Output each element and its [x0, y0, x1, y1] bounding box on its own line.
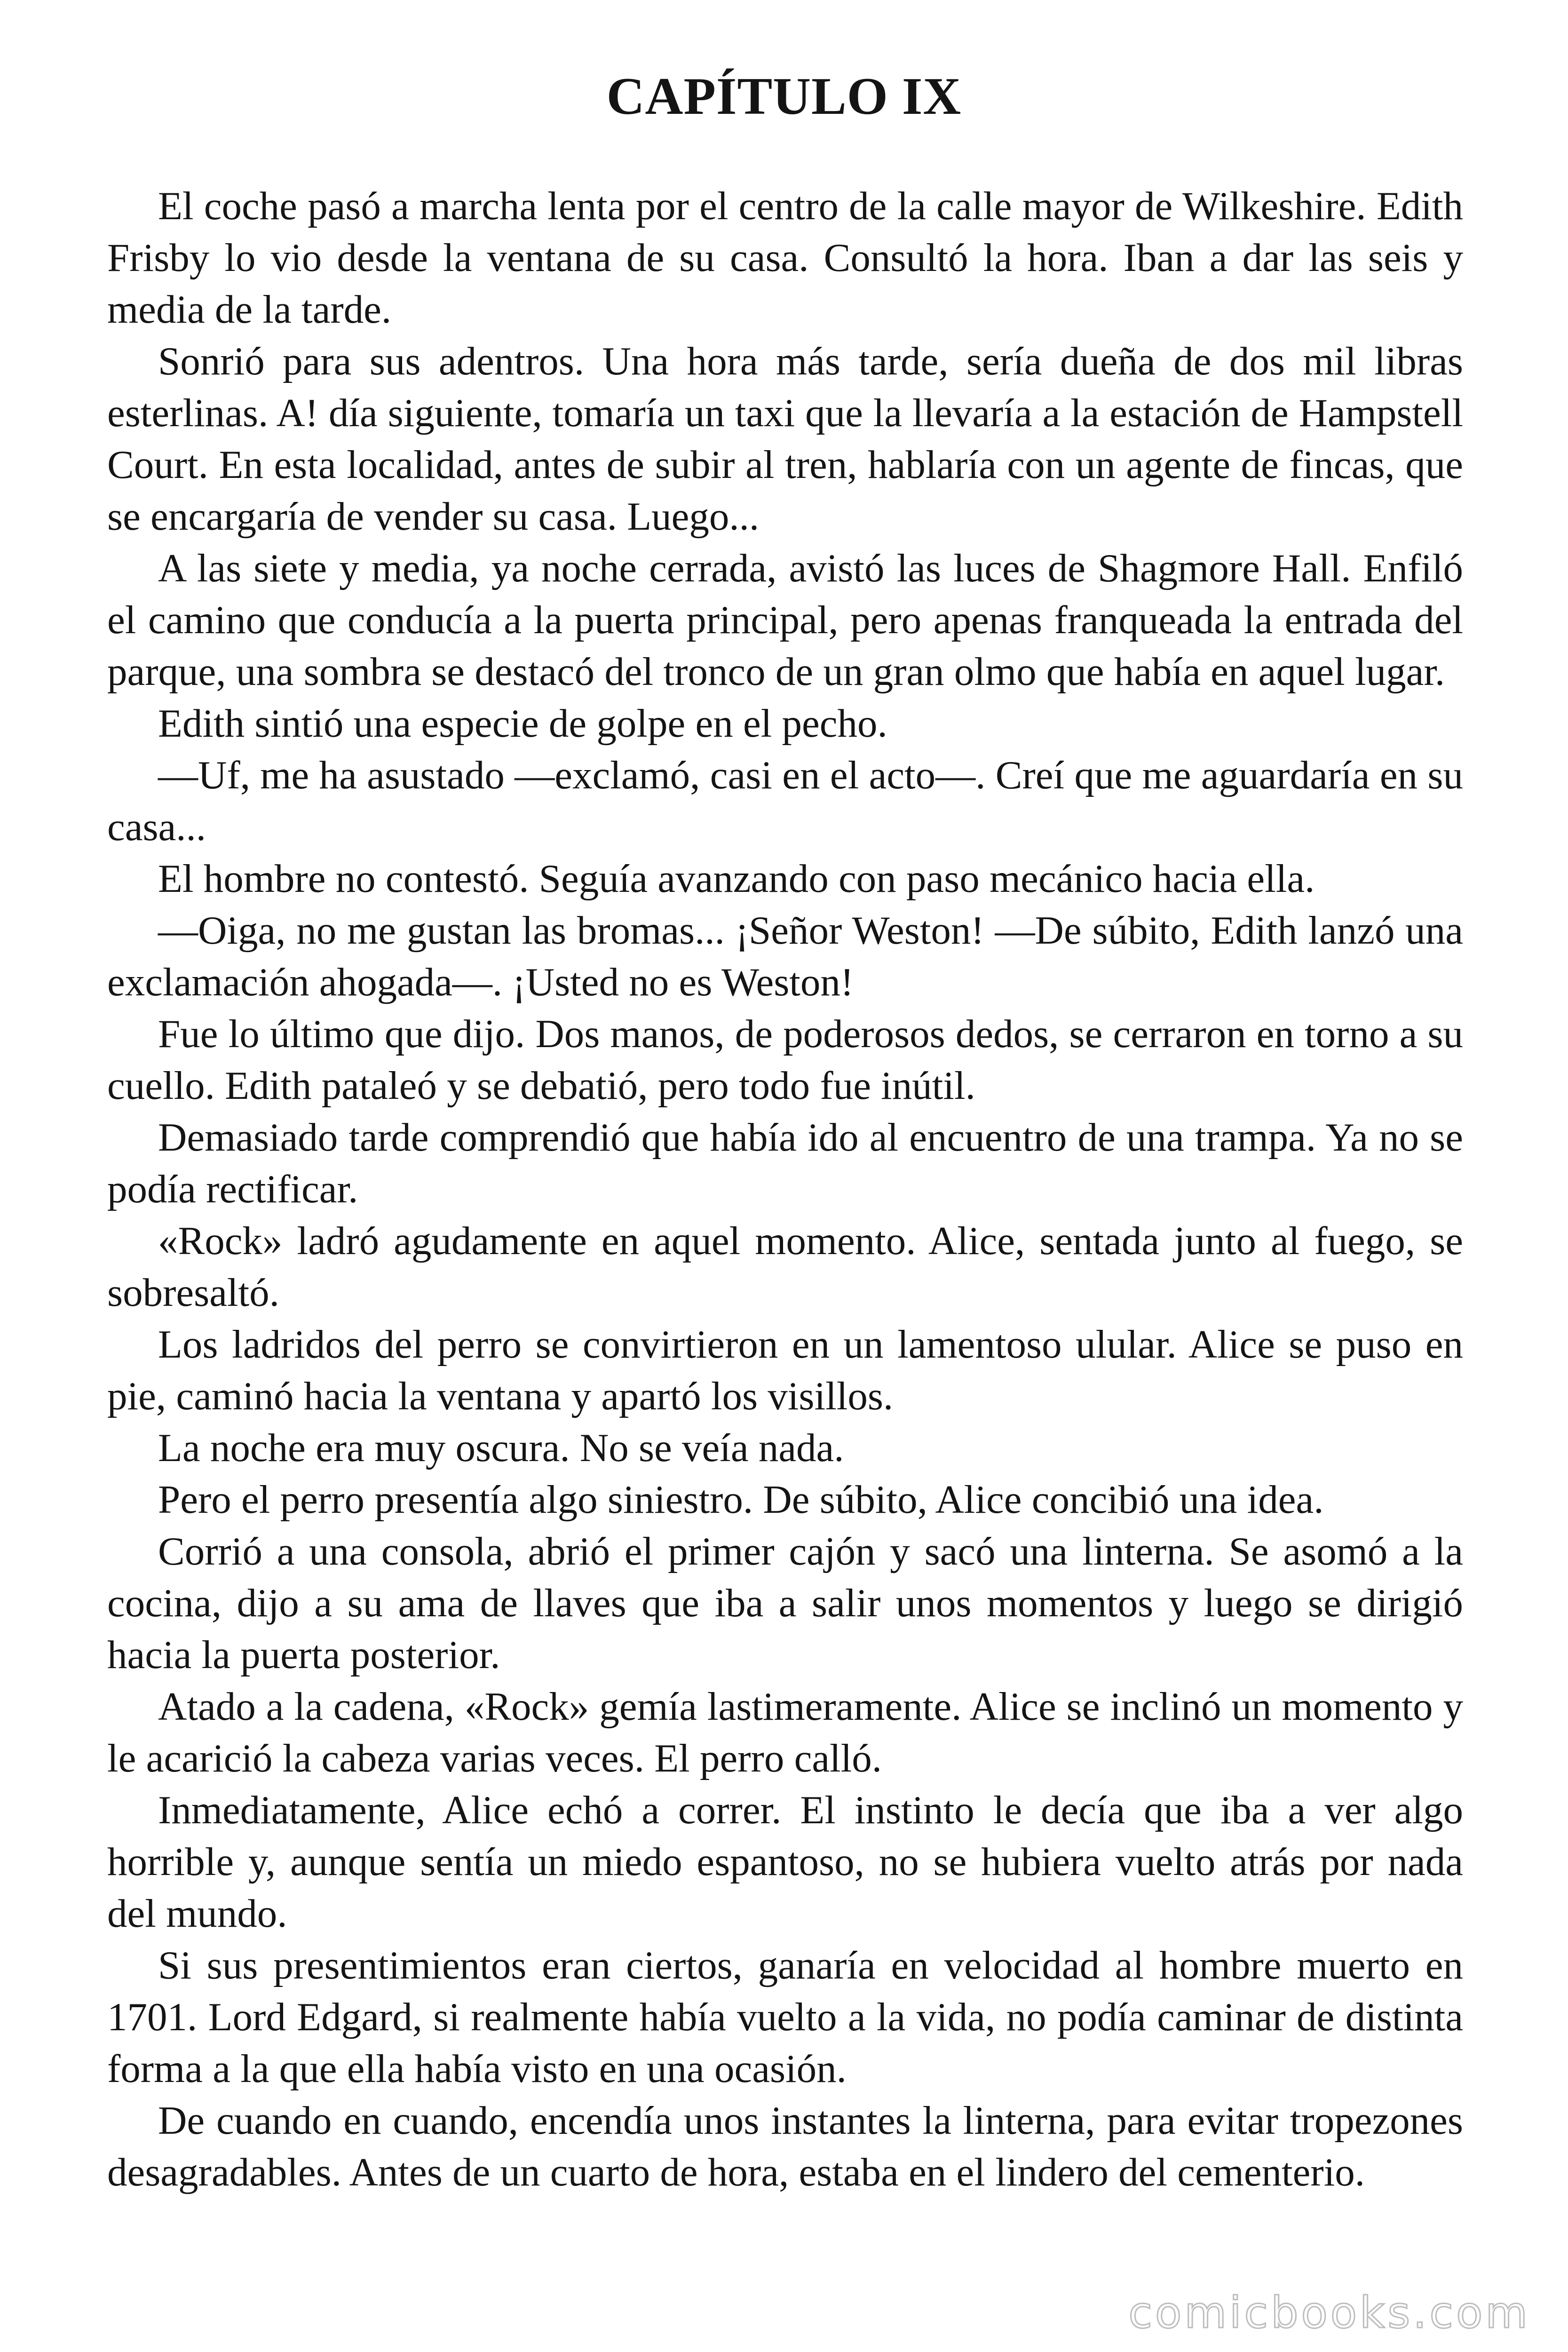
paragraph: Inmediatamente, Alice echó a correr. El instinto le decía que iba a ver algo horrible y, aunque sentía un miedo espantoso, no se hubiera vuelto atrás por nada del mundo.: [107, 1788, 1463, 1936]
paragraph: De cuando en cuando, encendía unos instantes la linterna, para evitar tropezones desagradables. Antes de un cuarto de hora, estaba en el lindero del cementerio.: [107, 2098, 1463, 2194]
paragraph: La noche era muy oscura. No se veía nada.: [158, 1426, 844, 1470]
paragraph: Edith sintió una especie de golpe en el pecho.: [158, 701, 887, 746]
paragraph: —Oiga, no me gustan las bromas... ¡Señor Weston! —De súbito, Edith lanzó una exclamación ahogada—. ¡Usted no es Weston!: [107, 908, 1463, 1004]
paragraph: «Rock» ladró agudamente en aquel momento. Alice, sentada junto al fuego, se sobresaltó.: [107, 1219, 1463, 1315]
paragraph: Corrió a una consola, abrió el primer cajón y sacó una linterna. Se asomó a la cocina, dijo a su ama de llaves que iba a salir unos momentos y luego se dirigió hacia la puerta posterior.: [107, 1529, 1463, 1677]
paragraph: Pero el perro presentía algo siniestro. De súbito, Alice concibió una idea.: [158, 1478, 1324, 1522]
paragraph: Atado a la cadena, «Rock» gemía lastimeramente. Alice se inclinó un momento y le acarició la cabeza varias veces. El perro calló.: [107, 1685, 1463, 1780]
paragraph: —Uf, me ha asustado —exclamó, casi en el acto—. Creí que me aguardaría en su casa...: [107, 753, 1463, 849]
paragraph: Demasiado tarde comprendió que había ido al encuentro de una trampa. Ya no se podía rectificar.: [107, 1115, 1463, 1211]
paragraph: Sonrió para sus adentros. Una hora más tarde, sería dueña de dos mil libras esterlinas. A! día siguiente, tomaría un taxi que la llevaría a la estación de Hampstell Court. En esta localidad, antes de subir al tren, hablaría con un agente de fincas, que se encargaría de vender su casa. Luego...: [107, 339, 1463, 539]
chapter-body: [107, 180, 1463, 2198]
paragraph: Si sus presentimientos eran ciertos, ganaría en velocidad al hombre muerto en 1701. Lord Edgard, si realmente había vuelto a la vida, no podía caminar de distinta forma a la que ella había visto en una ocasión.: [107, 1943, 1463, 2091]
paragraph: A las siete y media, ya noche cerrada, avistó las luces de Shagmore Hall. Enfiló el camino que conducía a la puerta principal, pero apenas franqueada la entrada del parque, una sombra se destacó del tronco de un gran olmo que había en aquel lugar.: [107, 546, 1463, 694]
paragraph: El hombre no contestó. Seguía avanzando con paso mecánico hacia ella.: [158, 857, 1315, 901]
chapter-title: CAPÍTULO IX: [606, 67, 962, 126]
paragraph: Los ladridos del perro se convirtieron en un lamentoso ulular. Alice se puso en pie, caminó hacia la ventana y apartó los visillos.: [107, 1322, 1463, 1418]
watermark: comicbooks.com: [1128, 2288, 1530, 2338]
paragraph: Fue lo último que dijo. Dos manos, de poderosos dedos, se cerraron en torno a su cuello. Edith pataleó y se debatió, pero todo fue inútil.: [107, 1012, 1463, 1108]
paragraph: El coche pasó a marcha lenta por el centro de la calle mayor de Wilkeshire. Edith Frisby lo vio desde la ventana de su casa. Consultó la hora. Iban a dar las seis y media de la tarde.: [107, 184, 1463, 332]
